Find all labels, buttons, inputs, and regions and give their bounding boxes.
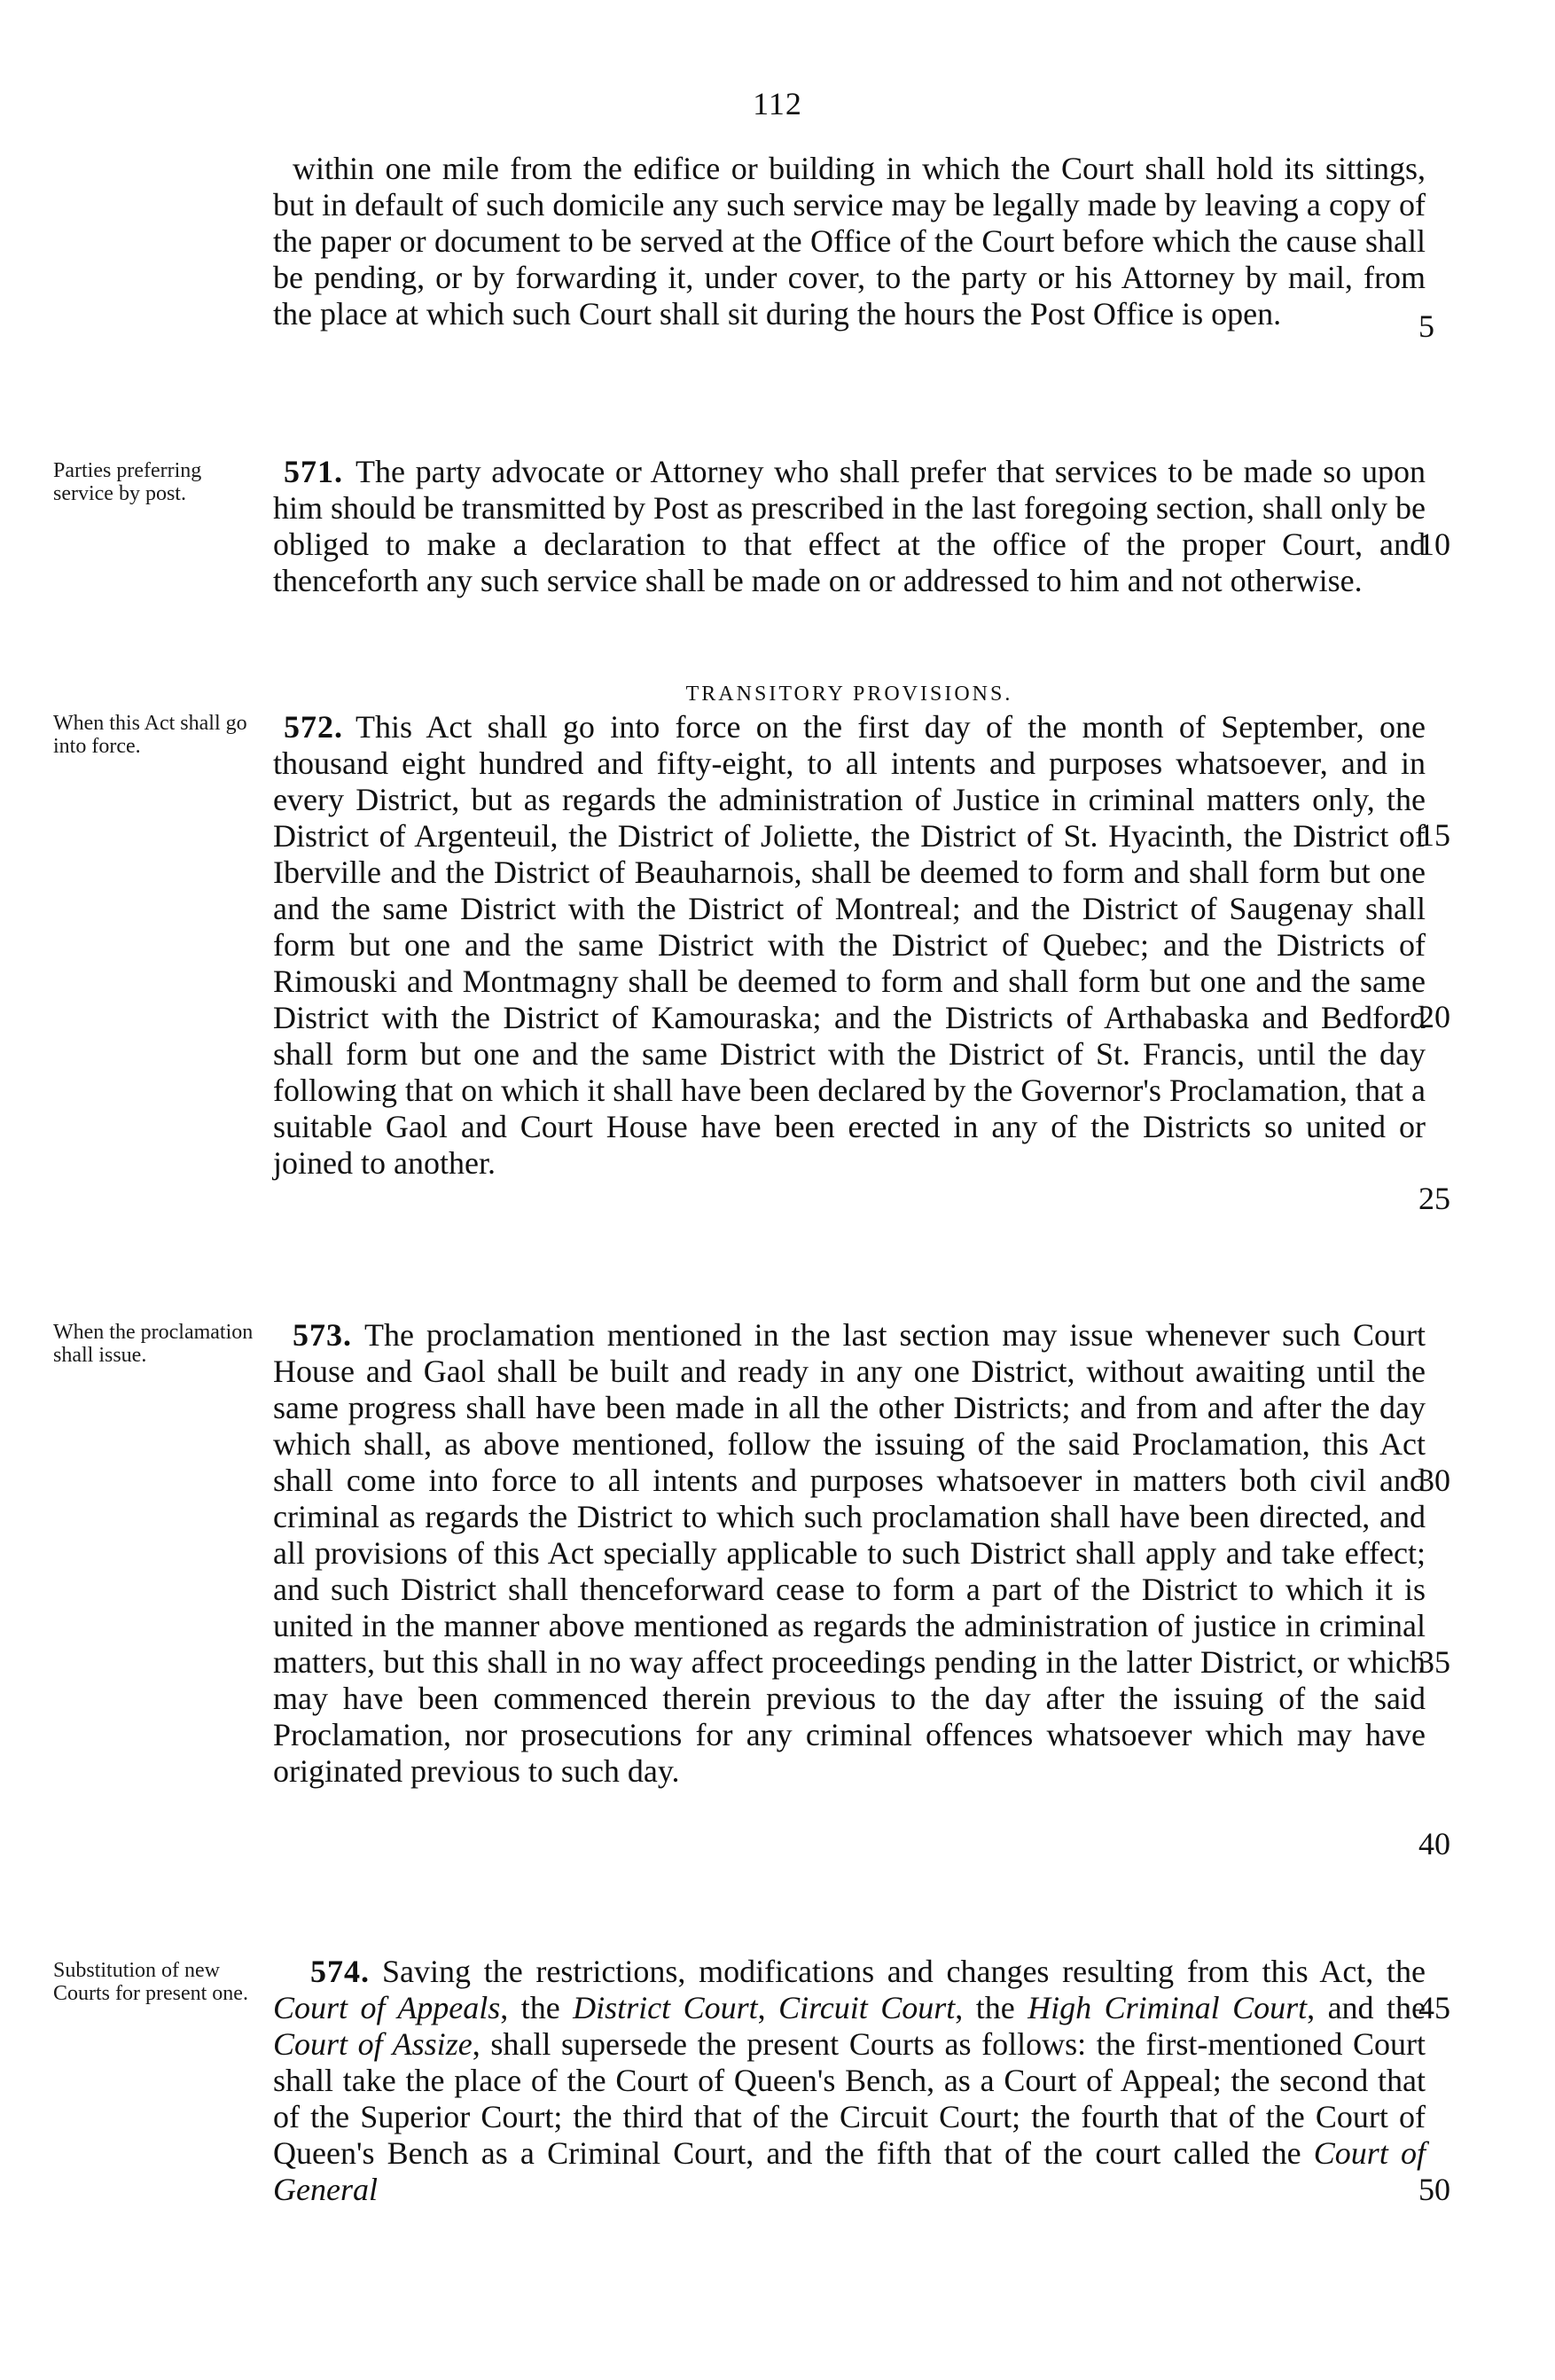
line-number: 25 (1418, 1181, 1450, 1216)
section-572 (273, 709, 1426, 1182)
line-number: 50 (1418, 2172, 1450, 2207)
italic-court-of-general: Court of General (273, 2135, 1426, 2207)
section-number-574: 574. (310, 1954, 370, 1989)
section-number-572: 572. (284, 709, 343, 745)
section-text-574-e: , and the (1307, 1990, 1426, 2025)
section-heading: TRANSITORY PROVISIONS. (685, 683, 1013, 706)
section-text-574-a: Saving the restrictions, modifications and changes resulting from this Act, the (382, 1954, 1426, 1989)
margin-note-574: Substitution of new Courts for present one. (53, 1959, 248, 2005)
italic-district-court: District Court (573, 1990, 758, 2025)
italic-circuit-court: Circuit Court (778, 1990, 956, 2025)
section-573 (273, 1317, 1426, 1790)
section-text-572: This Act shall go into force on the first day of the month of September, one thousand eight hundred and fifty-eight, to all intents and purposes whatsoever, and in every District, but as regards the administration of Justice in criminal matters only, the District of Argenteuil, the District of Joliette, the District of St. Hyacinth, the District of Iberville and the District of Beauharnois, shall be deemed to form and shall form but one and the same District with the District of Montreal; and the District of Saugenay shall form but one and the same District with the District of Quebec; and the Districts of Rimouski and Montmagny shall be deemed to form and shall form but one and the same District with the District of Kamouraska; and the Districts of Arthabaska and Bedford shall form but one and the same District with the District of St. Francis, until the day following that on which it shall have been declared by the Governor's Proclamation, that a suitable Gaol and Court House have been erected in any of the Districts so united or joined to another. (273, 709, 1426, 1181)
margin-note-573: When the proclamation shall issue. (53, 1321, 254, 1367)
intro-text: within one mile from the edifice or building in which the Court shall hold its sittings, but in default of such domicile any such service may be legally made by leaving a copy of the paper or document to be served at the Office of the Court before which the cause shall be pending, or by forwarding it, under cover, to the party or his Attorney by mail, from the place at which such Court shall sit during the hours the Post Office is open. (273, 151, 1426, 332)
line-number: 30 (1418, 1463, 1450, 1498)
line-number: 35 (1418, 1644, 1450, 1680)
section-text-571: The party advocate or Attorney who shall prefer that services to be made so upon him should be transmitted by Post as prescribed in the last foregoing section, shall only be obliged to make a declaration to that effect at the office of the proper Court, and thenceforth any such service shall be made on or addressed to him and not otherwise. (273, 454, 1426, 598)
line-number: 40 (1418, 1826, 1450, 1861)
section-number-573: 573. (293, 1317, 352, 1353)
line-number: 45 (1418, 1990, 1450, 2025)
section-574 (273, 1954, 1426, 2208)
margin-note-572: When this Act shall go into force. (53, 712, 247, 758)
italic-court-of-assize: Court of Assize (273, 2026, 473, 2062)
line-number: 10 (1418, 527, 1450, 562)
section-571 (273, 454, 1426, 599)
section-text-574-d: , the (955, 1990, 1028, 2025)
margin-note-571: Parties preferring service by post. (53, 459, 202, 505)
intro-paragraph (273, 151, 1426, 332)
italic-court-of-appeals: Court of Appeals (273, 1990, 501, 2025)
section-text-573: The proclamation mentioned in the last section may issue whenever such Court House and Gaol shall be built and ready in any one District, without awaiting until the same progress shall have been made in all the other Districts; and from and after the day which shall, as above mentioned, follow the issuing of the said Proclamation, this Act shall come into force to all intents and purposes whatsoever in matters both civil and criminal as regards the District to which such proclamation shall have been directed, and all provisions of this Act specially applicable to such District shall apply and take effect; and such District shall thenceforward cease to form a part of the District to which it is united in the manner above mentioned as regards the administration of justice in criminal matters, but this shall in no way affect proceedings pending in the latter District, or which may have been commenced therein previous to the day after the issuing of the said Proclamation, nor prosecutions for any criminal offences whatsoever which may have originated previous to such day. (273, 1317, 1426, 1789)
section-text-574-c: , (757, 1990, 779, 2025)
section-text-574-f: , shall supersede the present Courts as follows: the first-mentioned Court shall take the place of the Court of Queen's Bench, as a Court of Appeal; the second that of the Superior Court; the third that of the Circuit Court; the fourth that of the Court of Queen's Bench as a Criminal Court, and the fifth that of the court called the (273, 2026, 1426, 2171)
italic-high-criminal-court: High Criminal Court (1028, 1990, 1308, 2025)
page-number: 112 (753, 86, 802, 121)
section-text-574-b: , the (500, 1990, 574, 2025)
line-number: 20 (1418, 999, 1450, 1034)
section-number-571: 571. (284, 454, 343, 489)
line-number: 15 (1418, 817, 1450, 853)
line-number: 5 (1418, 308, 1434, 344)
